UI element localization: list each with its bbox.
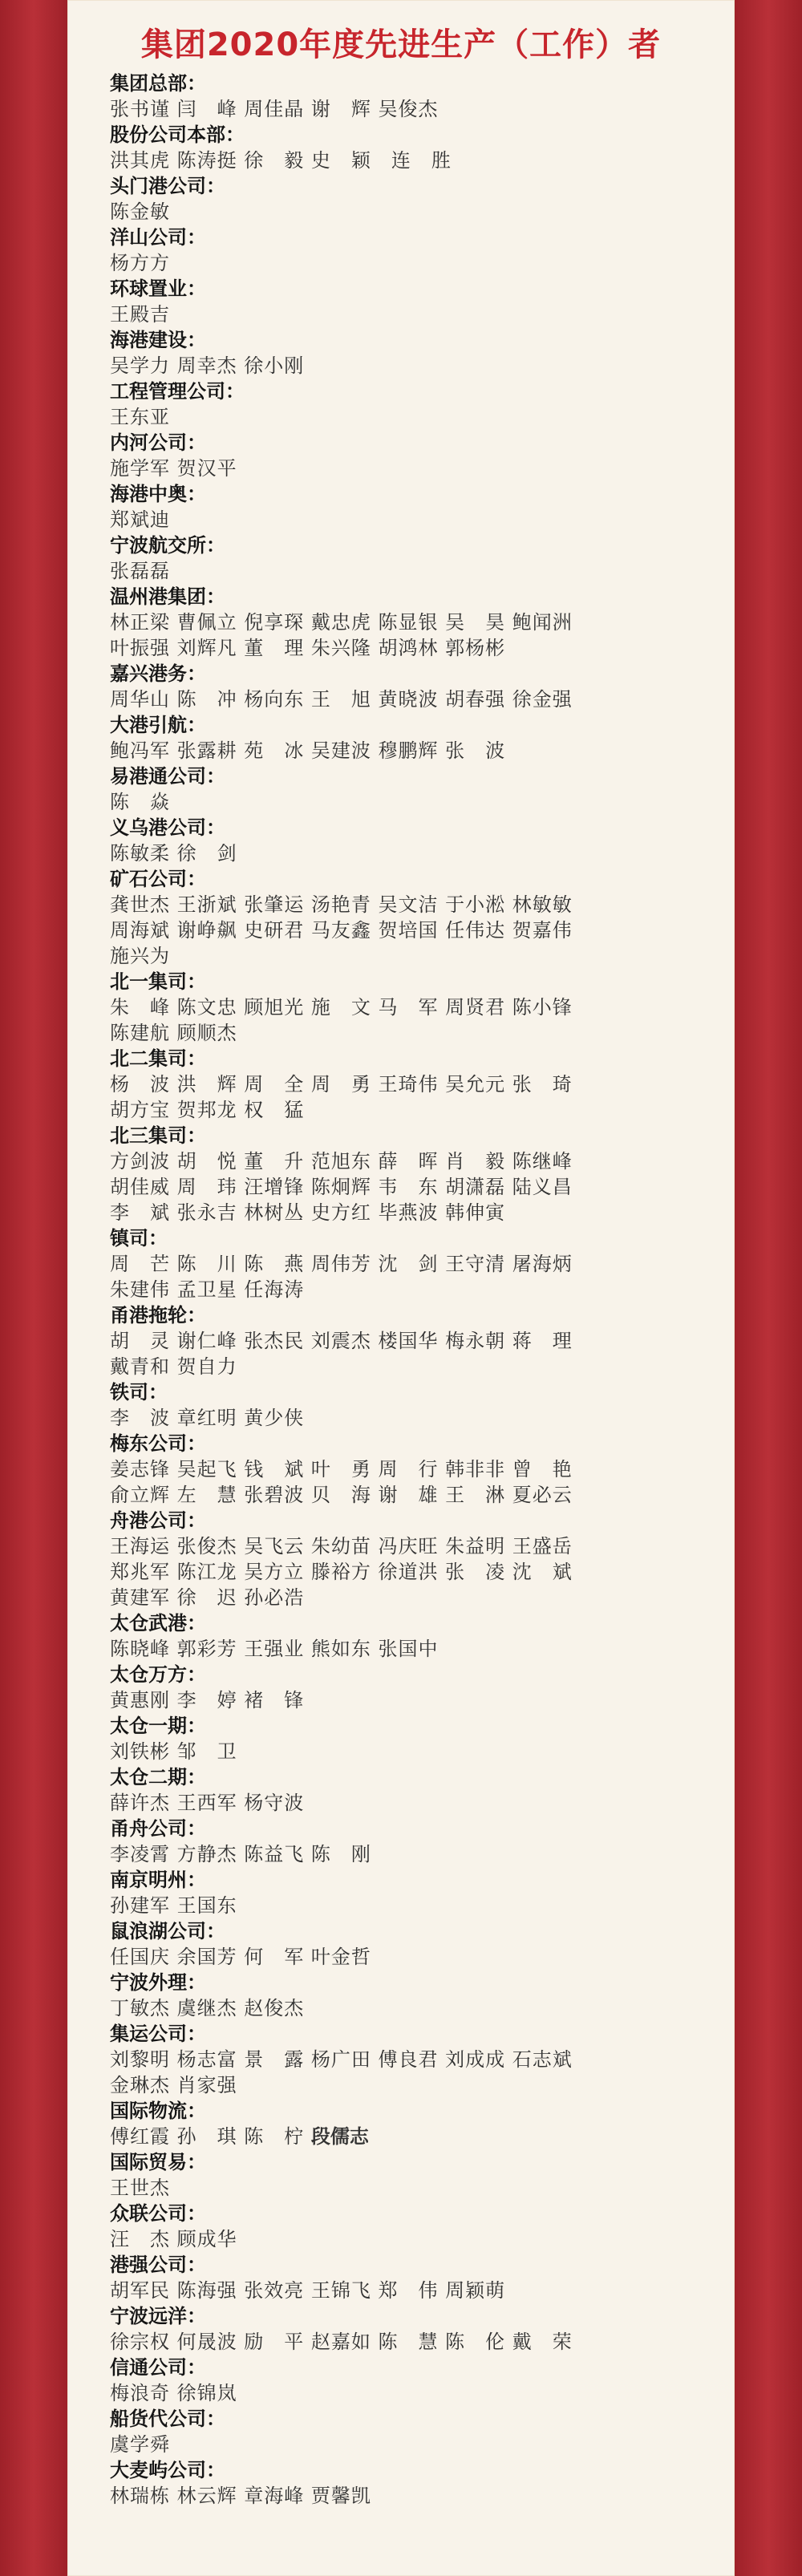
unit-section <box>110 2252 719 2303</box>
names-line: 胡 灵 谢仁峰 张杰民 刘震杰 楼国华 梅永朝 蒋 理 <box>110 1330 573 1352</box>
names-line: 王东亚 <box>110 406 170 428</box>
names-text: 段儒志 <box>310 2125 369 2148</box>
names-line: 徐宗权 何晟波 励 平 赵嘉如 陈 慧 陈 伦 戴 荣 <box>110 2331 573 2353</box>
unit-name: 宁波远洋： <box>110 2305 206 2327</box>
names-line: 郑斌迪 <box>110 508 170 531</box>
names-line: 俞立辉 左 慧 张碧波 贝 海 谢 雄 王 淋 夏必云 <box>110 1484 573 1506</box>
unit-section <box>110 2149 719 2201</box>
unit-section <box>110 481 719 533</box>
unit-name: 易港通公司： <box>110 765 225 788</box>
unit-section <box>110 2406 719 2457</box>
unit-name: 集团总部： <box>110 72 206 95</box>
names-line: 姜志锋 吴起飞 钱 斌 叶 勇 周 行 韩非非 曾 艳 <box>110 1458 573 1480</box>
names-line: 施兴为 <box>110 945 170 967</box>
names-line: 王世杰 <box>110 2177 170 2199</box>
names-line: 虞学舜 <box>110 2433 170 2456</box>
unit-name: 大港引航： <box>110 714 206 736</box>
names-line <box>110 2124 719 2149</box>
unit-section <box>110 379 719 430</box>
unit-section <box>110 173 719 225</box>
unit-section <box>110 1662 719 1713</box>
names-line: 王殿吉 <box>110 303 170 326</box>
unit-name: 宁波航交所： <box>110 534 225 557</box>
names-line: 金琳杰 肖家强 <box>110 2074 237 2096</box>
names-line: 刘黎明 杨志富 景 露 杨广田 傅良君 刘成成 石志斌 <box>110 2048 573 2071</box>
unit-section <box>110 2303 719 2355</box>
unit-section <box>110 71 719 122</box>
names-line: 郑兆军 陈江龙 吴方立 滕裕方 徐道洪 张 凌 沈 斌 <box>110 1561 573 1583</box>
unit-section <box>110 1918 719 1970</box>
names-line: 叶振强 刘辉凡 董 理 朱兴隆 胡鸿林 郭杨彬 <box>110 637 506 659</box>
unit-name: 太仓一期： <box>110 1715 206 1737</box>
unit-section <box>110 969 719 1046</box>
names-line: 周海斌 谢峥飙 史研君 马友鑫 贺培国 任伟达 贺嘉伟 <box>110 919 573 942</box>
unit-name: 众联公司： <box>110 2202 206 2225</box>
unit-section <box>110 430 719 481</box>
unit-name: 甬舟公司： <box>110 1817 206 1840</box>
unit-section <box>110 1867 719 1918</box>
unit-name: 太仓万方： <box>110 1663 206 1686</box>
names-line: 胡方宝 贺邦龙 权 猛 <box>110 1099 305 1121</box>
unit-name: 国际贸易： <box>110 2151 206 2173</box>
names-line: 陈金敏 <box>110 200 170 223</box>
unit-name: 海港中奥： <box>110 483 206 505</box>
honor-list <box>110 71 719 2509</box>
unit-name: 环球置业： <box>110 277 206 300</box>
unit-name: 义乌港公司： <box>110 816 225 839</box>
unit-name: 梅东公司： <box>110 1432 206 1455</box>
names-line: 任国庆 余国芳 何 军 叶金哲 <box>110 1946 371 1968</box>
names-line: 朱 峰 陈文忠 顾旭光 施 文 马 军 周贤君 陈小锋 <box>110 996 573 1019</box>
unit-name: 内河公司： <box>110 431 206 454</box>
names-line: 林正梁 曹佩立 倪享琛 戴忠虎 陈显银 吴 昊 鲍闻洲 <box>110 611 573 634</box>
unit-section <box>110 2098 719 2149</box>
names-line: 陈建航 顾顺杰 <box>110 1022 237 1044</box>
unit-name: 头门港公司： <box>110 175 225 197</box>
unit-section <box>110 276 719 327</box>
names-line: 胡佳威 周 玮 汪增锋 陈炯辉 韦 东 胡潇磊 陆义昌 <box>110 1176 573 1198</box>
unit-section <box>110 1610 719 1662</box>
unit-section <box>110 1508 719 1610</box>
unit-section <box>110 327 719 379</box>
unit-name: 集运公司： <box>110 2023 206 2045</box>
names-line: 朱建伟 孟卫星 任海涛 <box>110 1278 305 1301</box>
names-line: 刘铁彬 邹 卫 <box>110 1740 237 1763</box>
unit-section <box>110 1046 719 1123</box>
unit-section <box>110 661 719 712</box>
unit-name: 甬港拖轮： <box>110 1304 206 1326</box>
unit-section <box>110 763 719 815</box>
unit-name: 海港建设： <box>110 329 206 351</box>
unit-name: 洋山公司： <box>110 226 206 249</box>
unit-name: 温州港集团： <box>110 585 225 608</box>
names-line: 张磊磊 <box>110 560 170 582</box>
unit-section <box>110 815 719 866</box>
unit-section <box>110 2021 719 2098</box>
names-text: 傅红霞 孙 琪 陈 柠 <box>110 2125 311 2148</box>
unit-section <box>110 712 719 763</box>
names-line: 吴学力 周幸杰 徐小刚 <box>110 354 305 377</box>
names-line: 周 芒 陈 川 陈 燕 周伟芳 沈 剑 王守清 屠海炳 <box>110 1253 573 1275</box>
unit-section <box>110 1379 719 1431</box>
names-line: 孙建军 王国东 <box>110 1894 237 1917</box>
unit-section <box>110 225 719 276</box>
unit-name: 太仓武港： <box>110 1612 206 1634</box>
unit-name: 太仓二期： <box>110 1766 206 1788</box>
unit-section <box>110 1713 719 1764</box>
unit-section <box>110 2355 719 2406</box>
names-line: 林瑞栋 林云辉 章海峰 贾馨凯 <box>110 2485 371 2507</box>
names-line: 戴青和 贺自力 <box>110 1355 237 1378</box>
names-line: 洪其虎 陈涛挺 徐 毅 史 颖 连 胜 <box>110 149 452 172</box>
unit-name: 北一集司： <box>110 970 206 993</box>
left-border <box>0 0 67 2576</box>
unit-name: 北二集司： <box>110 1047 206 1070</box>
names-line: 龚世杰 王浙斌 张肇运 汤艳青 吴文洁 于小淞 林敏敏 <box>110 893 573 916</box>
unit-section <box>110 1302 719 1379</box>
unit-section <box>110 1764 719 1816</box>
unit-section <box>110 533 719 584</box>
names-line: 薛许杰 王西军 杨守波 <box>110 1792 305 1814</box>
unit-section <box>110 1816 719 1867</box>
unit-name: 北三集司： <box>110 1124 206 1147</box>
unit-section <box>110 1225 719 1302</box>
unit-name: 铁司： <box>110 1381 168 1403</box>
names-line: 黄建军 徐 迟 孙必浩 <box>110 1586 305 1609</box>
unit-name: 鼠浪湖公司： <box>110 1920 225 1942</box>
unit-section <box>110 866 719 969</box>
names-line: 周华山 陈 冲 杨向东 王 旭 黄晓波 胡春强 徐金强 <box>110 688 573 711</box>
names-line: 施学军 贺汉平 <box>110 457 237 480</box>
unit-name: 船货代公司： <box>110 2408 225 2430</box>
names-line: 陈晓峰 郭彩芳 王强业 熊如东 张国中 <box>110 1638 439 1660</box>
right-border <box>735 0 802 2576</box>
names-line: 张书谨 闫 峰 周佳晶 谢 辉 吴俊杰 <box>110 98 439 120</box>
unit-section <box>110 122 719 173</box>
unit-name: 国际物流： <box>110 2100 206 2122</box>
names-line: 李 波 章红明 黄少侠 <box>110 1407 305 1429</box>
unit-name: 大麦屿公司： <box>110 2459 225 2481</box>
unit-section <box>110 1431 719 1508</box>
unit-section <box>110 2201 719 2252</box>
page-title: 集团2020年度先进生产（工作）者 <box>140 26 662 63</box>
names-line: 鲍冯军 张露耕 苑 冰 吴建波 穆鹏辉 张 波 <box>110 739 506 762</box>
unit-name: 镇司： <box>110 1227 168 1250</box>
names-line: 王海运 张俊杰 吴飞云 朱幼苗 冯庆旺 朱益明 王盛岳 <box>110 1535 573 1557</box>
unit-name: 南京明州： <box>110 1869 206 1891</box>
unit-name: 嘉兴港务： <box>110 662 206 685</box>
unit-name: 港强公司： <box>110 2254 206 2276</box>
names-line: 丁敏杰 虞继杰 赵俊杰 <box>110 1997 305 2019</box>
names-line: 杨方方 <box>110 252 170 274</box>
unit-name: 工程管理公司： <box>110 380 245 403</box>
unit-section <box>110 1970 719 2021</box>
unit-section <box>110 584 719 661</box>
names-line: 梅浪奇 徐锦岚 <box>110 2382 237 2404</box>
names-line: 李凌霄 方静杰 陈益飞 陈 刚 <box>110 1843 371 1865</box>
names-line: 黄惠刚 李 婷 褚 锋 <box>110 1689 305 1711</box>
names-line: 杨 波 洪 辉 周 全 周 勇 王琦伟 吴允元 张 琦 <box>110 1073 573 1096</box>
names-line: 汪 杰 顾成华 <box>110 2228 237 2250</box>
unit-section <box>110 2457 719 2509</box>
names-line: 陈敏柔 徐 剑 <box>110 842 237 865</box>
names-line: 胡军民 陈海强 张效亮 王锦飞 郑 伟 周颖萌 <box>110 2279 506 2302</box>
unit-section <box>110 1123 719 1225</box>
unit-name: 矿石公司： <box>110 868 206 890</box>
names-line: 方剑波 胡 悦 董 升 范旭东 薛 晖 肖 毅 陈继峰 <box>110 1150 573 1173</box>
names-line: 李 斌 张永吉 林树丛 史方红 毕燕波 韩伸寅 <box>110 1201 506 1224</box>
unit-name: 股份公司本部： <box>110 124 245 146</box>
names-line: 陈 焱 <box>110 791 170 813</box>
unit-name: 宁波外理： <box>110 1971 206 1994</box>
unit-name: 舟港公司： <box>110 1509 206 1532</box>
unit-name: 信通公司： <box>110 2356 206 2379</box>
